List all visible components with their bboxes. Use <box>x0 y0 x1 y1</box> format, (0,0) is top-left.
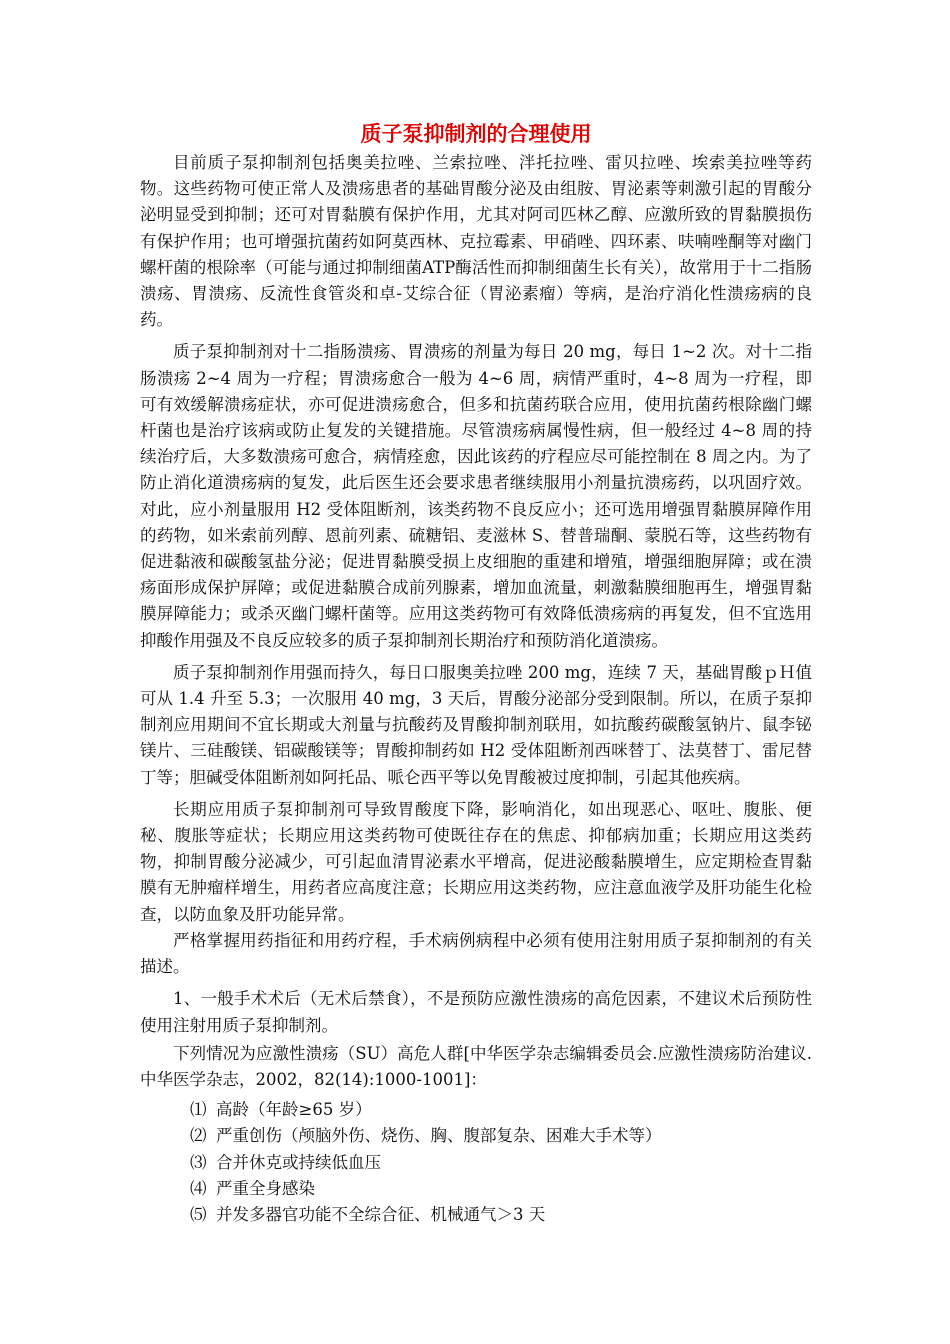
paragraph-high-risk-intro: 下列情况为应激性溃疡（SU）高危人群[中华医学杂志编辑委员会.应激性溃疡防治建议.中华医学杂志，2002，82(14):1000-1001]： <box>140 1043 812 1089</box>
list-item-text: 并发多器官功能不全综合征、机械通气＞3 天 <box>216 1204 546 1224</box>
paragraph-drug-interactions: 质子泵抑制剂作用强而持久，每日口服奥美拉唑 200 mg，连续 7 天，基础胃酸ｐＨ值可从 1.4 升至 5.3；一次服用 40 mg，3 天后，胃酸分泌部分受到限制。所以，在质子泵抑制剂应用期间不宜长期或大剂量与抗酸药及胃酸抑制剂联用，如抗酸药碳酸氢钠片、鼠李铋镁片、三硅酸镁、铝碳酸镁等；胃酸抑制药如 H2 受体阻断剂西咪替丁、法莫替丁、雷尼替丁等；胆碱受体阻断剂如阿托品、哌仑西平等以免胃酸被过度抑制，引起其他疾病。 <box>140 662 812 787</box>
paragraph-ppi-overview: 目前质子泵抑制剂包括奥美拉唑、兰索拉唑、泮托拉唑、雷贝拉唑、埃索美拉唑等药物。这些药物可使正常人及溃疡患者的基础胃酸分泌及由组胺、胃泌素等刺激引起的胃酸分泌明显受到抑制；还可对胃黏膜有保护作用，尤其对阿司匹林乙醇、应激所致的胃黏膜损伤有保护作用；也可增强抗菌药如阿莫西林、克拉霉素、甲硝唑、四环素、呋喃唑酮等对幽门螺杆菌的根除率（可能与通过抑制细菌ATP酶活性而抑制细菌生长有关），故常用于十二指肠溃疡、胃溃疡、反流性食管炎和卓-艾综合征（胃泌素瘤）等病，是治疗消化性溃疡病的良药。 <box>140 153 812 330</box>
list-item-marker: ⑴ <box>190 1100 207 1120</box>
list-item <box>140 1202 812 1228</box>
document-title: 质子泵抑制剂的合理使用 <box>360 122 592 146</box>
list-item-marker: ⑵ <box>190 1126 207 1146</box>
list-item <box>140 1176 812 1202</box>
list-item <box>140 1150 812 1176</box>
list-item-text: 严重创伤（颅脑外伤、烧伤、胸、腹部复杂、困难大手术等） <box>216 1126 662 1146</box>
list-item-marker: ⑶ <box>190 1152 207 1172</box>
list-item-text: 合并休克或持续低血压 <box>216 1152 381 1172</box>
list-item-text: 严重全身感染 <box>216 1178 315 1198</box>
paragraph-dosage-course: 质子泵抑制剂对十二指肠溃疡、胃溃疡的剂量为每日 20 mg，每日 1~2 次。对十二指肠溃疡 2~4 周为一疗程；胃溃疡愈合一般为 4~6 周，病情严重时，4~8 周为一疗程，即可有效缓解溃疡症状，亦可促进溃疡愈合，但多和抗菌药联合应用，使用抗菌药根除幽门螺杆菌也是治疗该病或防止复发的关键措施。尽管溃疡病属慢性病，但一般经过 4~8 周的持续治疗后，大多数溃疡可愈合，病情痊愈，因此该药的疗程应尽可能控制在 8 周之内。为了防止消化道溃疡病的复发，此后医生还会要求患者继续服用小剂量抗溃疡药，以巩固疗效。对此，应小剂量服用 H2 受体阻断剂，该类药物不良反应小；还可选用增强胃黏膜屏障作用的药物，如米索前列醇、恩前列素、硫糖铝、麦滋林 S、替普瑞酮、蒙脱石等，这些药物有促进黏液和碳酸氢盐分泌；促进胃黏膜受损上皮细胞的重建和增殖，增强细胞屏障；或在溃疡面形成保护屏障；或促进黏膜合成前列腺素，增加血流量，刺激黏膜细胞再生，增强胃黏膜屏障能力；或杀灭幽门螺杆菌等。应用这类药物可有效降低溃疡病的再复发，但不宜选用抑酸作用强及不良反应较多的质子泵抑制剂长期治疗和预防消化道溃疡。 <box>140 342 812 650</box>
high-risk-list <box>140 1097 812 1228</box>
list-item-marker: ⑷ <box>190 1178 207 1198</box>
list-item <box>140 1097 812 1123</box>
paragraph-postoperative-use: 1、一般手术术后（无术后禁食），不是预防应激性溃疡的高危因素，不建议术后预防性使用注射用质子泵抑制剂。 <box>140 989 812 1035</box>
document-page <box>140 120 812 1228</box>
list-item <box>140 1123 812 1149</box>
paragraph-long-term-effects: 长期应用质子泵抑制剂可导致胃酸度下降，影响消化，如出现恶心、呕吐、腹胀、便秘、腹胀等症状；长期应用这类药物可使既往存在的焦虑、抑郁病加重；长期应用这类药物，抑制胃酸分泌减少，可引起血清胃泌素水平增高，促进泌酸黏膜增生，应定期检查胃黏膜有无肿瘤样增生，用药者应高度注意；长期应用这类药物，应注意血液学及肝功能生化检查，以防血象及肝功能异常。 <box>140 799 812 924</box>
list-item-marker: ⑸ <box>190 1204 207 1224</box>
paragraph-indications: 严格掌握用药指征和用药疗程，手术病例病程中必须有使用注射用质子泵抑制剂的有关描述。 <box>140 930 812 977</box>
list-item-text: 高龄（年龄≥65 岁） <box>216 1100 372 1120</box>
